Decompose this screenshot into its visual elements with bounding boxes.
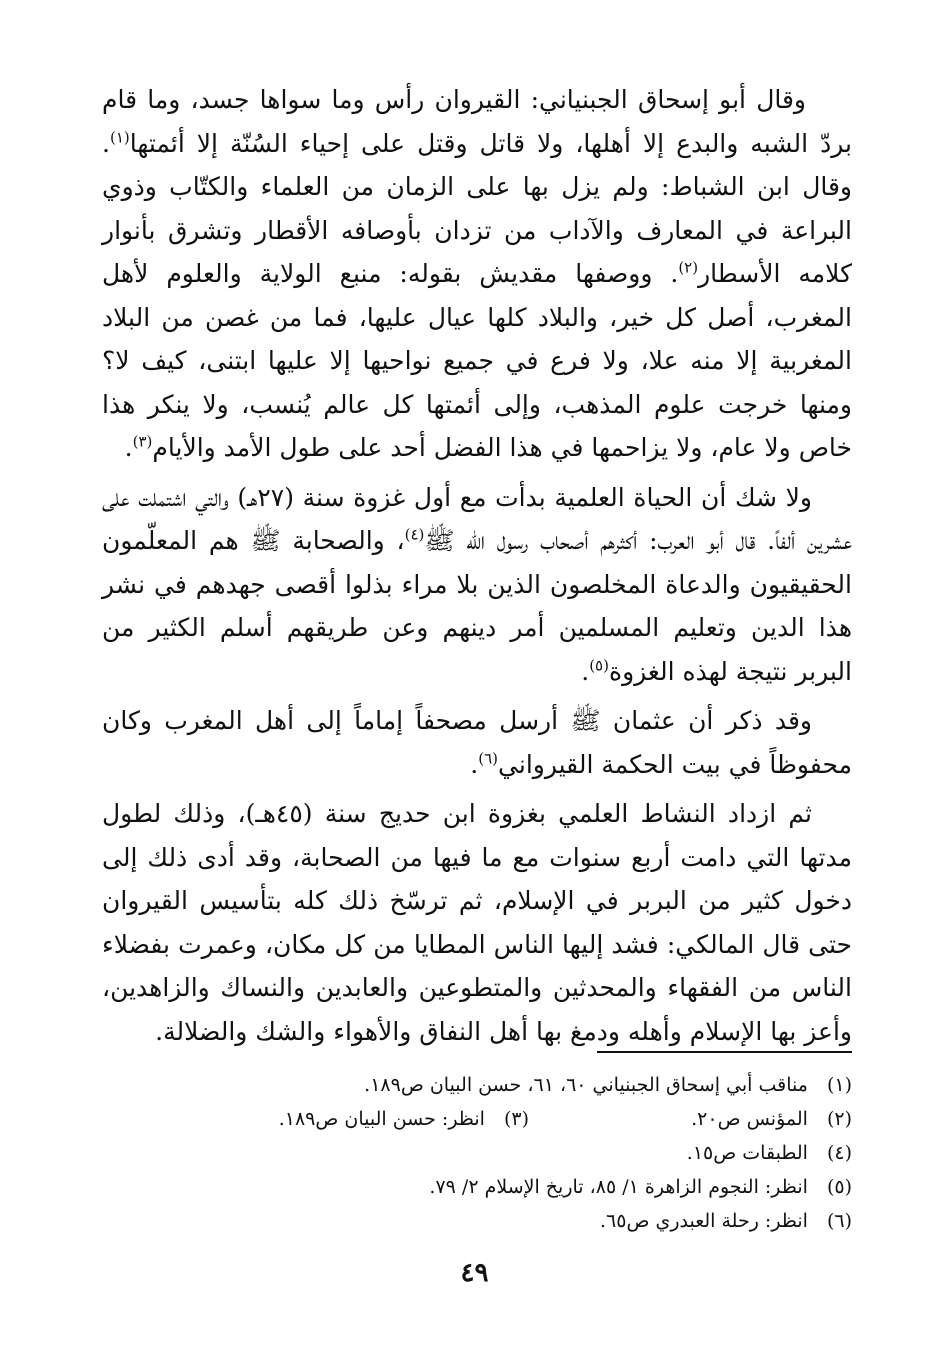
- paragraph-text: وقال أبو إسحاق الجبنياني: القيروان رأس وما سواها جسد، وما قام بردّ الشبه والبدع إلا أهلها، ولا قاتل وقتل على إحياء السُنّة إلا أئمتها: [102, 85, 852, 158]
- paragraph-text: ثم ازداد النشاط العلمي بغزوة ابن حديج سنة (٤٥هـ)، وذلك لطول مدتها التي دامت أربع سنوات مع ما فيها من الصحابة، وقد أدى ذلك إلى دخول كثير من البربر في الإسلام، ثم ترسّخ ذلك كله بتأسيس القيروان حتى قال المالكي: فشد إليها الناس المطايا من كل مكان، وعمرت بفضلاء الناس من الفقهاء والمحدثين والمتطوعين والعابدين والنساك والزاهدين، وأعز بها الإسلام وأهله ودمغ بها أهل النفاق والأهواء والشك والضلالة.: [102, 799, 852, 1046]
- paragraph-text: ولا شك أن الحياة العلمية بدأت مع أول غزوة سنة (٢٧هـ) والتي اشتملت على عشرين ألفاً. قال أبو العرب: أكثرهم أصحاب رسول الله ﷺ: [102, 482, 853, 555]
- footnote-ref-2: (٢): [678, 258, 699, 277]
- footnote-number: (٦): [826, 1210, 852, 1232]
- paragraph-text: .: [581, 656, 590, 686]
- footnotes: [92, 1068, 852, 1238]
- footnote-item: [92, 1170, 852, 1204]
- footnote-text: مناقب أبي إسحاق الجبنياني ٦٠، ٦١، حسن البيان ص١٨٩.: [364, 1074, 808, 1096]
- footnote-ref-5: (٥): [589, 656, 609, 675]
- paragraph-text: . وقال ابن الشباط: ولم يزل بها على الزمان من العلماء والكتّاب وذوي البراعة في المعارف والآداب من تزدان بأوصافه الأقطار وتشرق بأنوار كلامه الأسطار: [102, 128, 853, 288]
- footnote-text: الطبقات ص١٥.: [686, 1142, 808, 1164]
- footnote-text: انظر: رحلة العبدري ص٦٥.: [599, 1210, 808, 1232]
- paragraph-kairouan-scholars: [102, 78, 852, 470]
- page-body: [102, 78, 852, 1053]
- paragraph-scientific-life: [102, 476, 852, 694]
- paragraph-text: . ووصفها مقديش بقوله: منبع الولاية والعلوم لأهل المغرب، أصل كل خير، والبلاد كلها عيال عليها، فما من غصن من البلاد المغربية إلا منه علا، ولا فرع في جميع نواحيها إلا عليها ابتنى، كيف لا؟ ومنها خرجت علوم المذهب، وإلى أئمتها كل عالم يُنسب، ولا ينكر هذا خاص ولا عام، ولا يزاحمها في هذا الفضل أحد على طول الأمد والأيام: [102, 259, 852, 462]
- footnote-ref-3: (٣): [132, 432, 153, 451]
- footnote-text: انظر: النجوم الزاهرة ١/ ٨٥، تاريخ الإسلام ٢/ ٧٩.: [429, 1176, 808, 1198]
- paragraph-uthman-mushaf: [102, 699, 852, 786]
- paragraph-text: وقد ذكر أن عثمان ﷺ أرسل مصحفاً إماماً إلى أهل المغرب وكان محفوظاً في بيت الحكمة القيرواني: [102, 706, 852, 779]
- footnote-number: (٤): [826, 1142, 852, 1164]
- footnote-number: (١): [826, 1074, 852, 1096]
- paragraph-text: .: [470, 749, 479, 779]
- paragraph-text: ، والصحابة ﷺ هم المعلّمون الحقيقيون والدعاة المخلصون الذين بلا مراء بذلوا أقصى جهدهم في نشر هذا الدين وتعليم المسلمين أمر دينهم وعن طريقهم أسلم الكثير من البربر نتيجة لهذه الغزوة: [102, 526, 852, 686]
- footnote-item: [92, 1068, 852, 1102]
- footnote-item: [92, 1102, 852, 1136]
- footnote-item: [92, 1136, 852, 1170]
- footnote-ref-6: (٦): [478, 749, 499, 768]
- footnote-number: (٥): [826, 1176, 852, 1198]
- footnote-text: المؤنس ص٢٠.: [691, 1108, 808, 1130]
- paragraph-ibn-hudayj: [102, 792, 852, 1053]
- footnote-number: (٣): [503, 1108, 529, 1130]
- paragraph-text: .: [124, 433, 133, 462]
- footnote-separator: [597, 1051, 852, 1053]
- footnote-number: (٢): [826, 1108, 852, 1130]
- page-number: ٤٩: [460, 1258, 489, 1288]
- footnote-ref-1: (١): [109, 128, 130, 147]
- footnote-item: [92, 1204, 852, 1238]
- footnote-text: انظر: حسن البيان ص١٨٩.: [278, 1108, 485, 1130]
- footnote-ref-4: (٤): [404, 525, 425, 544]
